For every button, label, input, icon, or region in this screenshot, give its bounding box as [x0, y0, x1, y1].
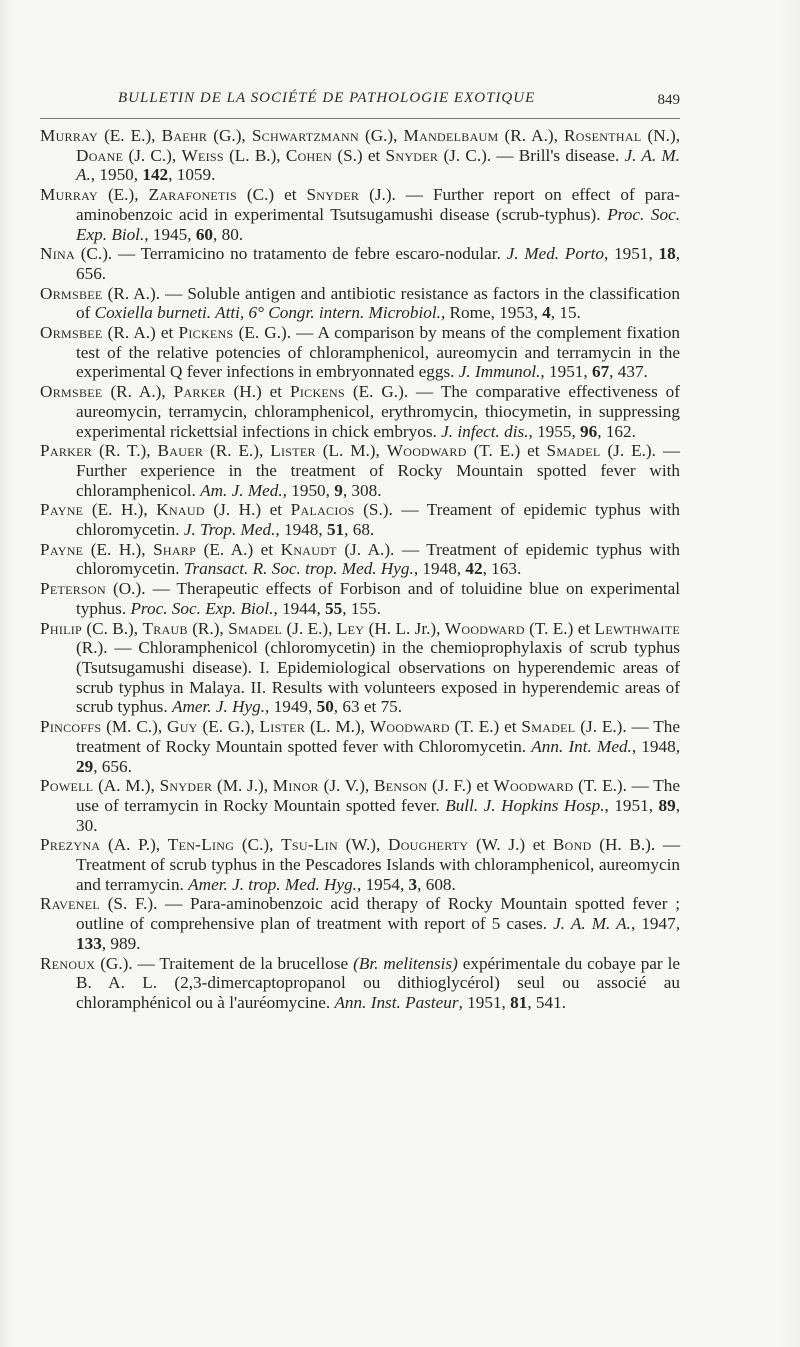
reference-text: , 1951,: [604, 795, 659, 815]
volume-number: 50: [316, 697, 334, 717]
author-name: Powell: [40, 776, 94, 796]
journal-title: J. infect. dis.: [441, 421, 529, 441]
author-name: Ravenel: [40, 894, 101, 914]
reference-text: (J. C.),: [123, 145, 182, 165]
reference-text: , 1950,: [282, 480, 335, 500]
reference-text: (S.) et: [332, 145, 386, 165]
journal-title: Proc. Soc. Exp. Biol.: [130, 598, 274, 618]
volume-number: 96: [580, 421, 598, 441]
author-name: Pincoffs: [40, 717, 102, 737]
author-name: Ley: [336, 618, 365, 638]
reference-text: , 1951,: [540, 362, 592, 382]
reference-entry: [40, 244, 680, 283]
reference-text: (R. A.),: [102, 382, 174, 402]
reference-entry: [40, 126, 680, 185]
volume-number: 67: [591, 362, 610, 382]
journal-title: Amer. J. trop. Med. Hyg.: [188, 874, 357, 894]
volume-number: 142: [142, 165, 169, 185]
reference-text: (W. J.) et: [468, 835, 553, 855]
author-name: Smadel: [228, 618, 283, 638]
author-name: Woodward: [444, 618, 525, 638]
reference-text: (G.),: [207, 126, 252, 145]
reference-entry: [40, 954, 680, 1013]
reference-text: (N.),: [641, 126, 680, 145]
author-name: Smadel: [521, 717, 576, 737]
reference-text: (T. E.) et: [466, 441, 547, 461]
reference-text: , 1951,: [458, 992, 511, 1012]
reference-text: , 163.: [482, 559, 522, 579]
author-name: Nina: [40, 244, 75, 264]
journal-title: Am. J. Med.: [200, 480, 283, 500]
reference-text: (W.),: [337, 835, 388, 855]
author-name: Ormsbee: [40, 382, 103, 402]
reference-text: (L. M.),: [315, 441, 387, 461]
reference-text: (E. H.),: [83, 539, 154, 559]
reference-text: (M. J.),: [212, 776, 273, 796]
journal-title: Proc. Soc. Exp. Biol.: [76, 204, 680, 244]
journal-title: Ann. Int. Med.: [531, 736, 632, 756]
reference-text: (R.),: [187, 618, 229, 638]
author-name: Parker: [40, 441, 93, 461]
reference-entry: [40, 835, 680, 894]
reference-text: (O.). — Therapeutic effects of Forbison and of toluidine blue on experimental typhus.: [76, 579, 680, 618]
reference-text: (C.) et: [236, 185, 307, 205]
page-number: 849: [657, 92, 680, 108]
author-name: Lister: [259, 717, 306, 737]
reference-text: , 1948,: [631, 736, 681, 756]
reference-text: , 1944,: [273, 598, 326, 618]
reference-text: , 15.: [550, 303, 581, 323]
reference-text: (E. E.),: [98, 126, 162, 145]
reference-text: (J. F.) et: [427, 776, 494, 796]
reference-text: , 1948,: [275, 520, 327, 540]
reference-text: (E. G.). — A comparison by means of the complement fixation test of the relative potencies of chloramphenicol, aureomycin and terramycin in the experimental Q fever infections in embryonnated eggs.: [76, 323, 681, 382]
reference-text: (E. G.). — The comparative effectiveness of aureomycin, terramycin, chloramphenicol, erythromycin, thiocymetin, in suppressing experimental rickettsial infections in chick embryos.: [76, 382, 681, 441]
reference-text: (J. E.),: [282, 618, 337, 638]
volume-number: 133: [76, 933, 102, 953]
reference-text: , 1059.: [168, 165, 216, 185]
volume-number: 9: [334, 480, 343, 500]
author-name: Pickens: [289, 382, 345, 402]
reference-text: (E. A.) et: [196, 539, 281, 559]
reference-text: (R.). — Chloramphenicol (chloromycetin) in the chemioprophylaxis of scrub typhus (Tsutsugamushi disease). I. Epidemiological observations on hyperendemic areas of scrub typhus in Malaya. II. Results with volunteers exposed in hyperendemic areas of scrub typhus.: [76, 638, 680, 717]
author-name: Woodward: [369, 717, 450, 737]
reference-text: (J. H.) et: [204, 500, 291, 520]
author-name: Benson: [373, 776, 428, 796]
reference-entry: [40, 382, 680, 441]
author-name: Lister: [270, 441, 316, 461]
author-name: Woodward: [493, 776, 574, 796]
author-name: Baehr: [161, 126, 208, 145]
volume-number: 55: [325, 598, 343, 618]
journal-title: J. Med. Porto: [506, 244, 605, 264]
reference-text: (R. T.),: [92, 441, 158, 461]
author-name: Philip: [40, 618, 83, 638]
reference-entry: [40, 894, 680, 953]
reference-entry: [40, 500, 680, 539]
reference-text: (C.). — Terramicino no tratamento de febre escaro-nodular.: [74, 244, 507, 264]
author-name: Knaud: [156, 500, 205, 520]
reference-text: (R. A.) et: [102, 323, 179, 343]
reference-text: (T. E.) et: [449, 717, 522, 737]
journal-title: Bull. J. Hopkins Hosp.: [445, 795, 605, 815]
reference-text: (S. F.). — Para-aminobenzoic acid therapy of Rocky Mountain spotted fever ; outline of comprehensive plan of treatment with report of 5 cases.: [76, 894, 680, 934]
reference-text: , 541.: [527, 992, 566, 1012]
reference-text: , 68.: [344, 520, 375, 540]
journal-title: Coxiella burneti. Atti, 6° Congr. intern. Microbiol.: [94, 303, 441, 323]
author-name: Snyder: [159, 776, 213, 796]
reference-text: (E.),: [98, 185, 149, 205]
author-name: Payne: [40, 539, 84, 559]
author-name: Knaudt: [280, 539, 337, 559]
reference-entry: [40, 323, 680, 382]
reference-text: , 30.: [76, 795, 680, 835]
author-name: Ten-Ling: [167, 835, 235, 855]
journal-title: J. Trop. Med.: [183, 520, 276, 540]
author-name: Renoux: [40, 953, 96, 973]
author-name: Sharp: [153, 539, 197, 559]
reference-entry: [40, 579, 680, 618]
reference-text: , 1951,: [604, 244, 659, 264]
reference-text: , Rome, 1953,: [440, 303, 543, 323]
reference-text: (J. E.). — Further experience in the treatment of Rocky Mountain spotted fever with chloramphenicol.: [76, 441, 681, 500]
author-name: Ormsbee: [40, 323, 103, 343]
page-header: [40, 90, 680, 114]
reference-text: (J. C.). — Brill's disease.: [438, 145, 625, 165]
reference-text: (A. P.),: [100, 835, 168, 855]
volume-number: 81: [510, 992, 528, 1012]
reference-text: , 1955,: [528, 421, 581, 441]
volume-number: 29: [76, 756, 94, 776]
reference-text: (A. M.),: [93, 776, 160, 796]
reference-text: (J.). — Further report on effect of para-aminobenzoic acid in experimental Tsutsugamushi disease (scrub-typhus).: [76, 185, 680, 224]
reference-text: (S.). — Treament of epidemic typhus with chloromycetin.: [76, 500, 680, 540]
author-name: Lewthwaite: [594, 618, 680, 638]
journal-title: J. A. M. A.: [76, 145, 680, 185]
author-name: Weiss: [181, 145, 224, 165]
reference-text: (G.). — Traitement de la brucellose: [95, 953, 354, 973]
reference-text: (C. B.),: [82, 618, 143, 638]
reference-entry: [40, 185, 680, 244]
reference-text: (E. G.),: [197, 717, 260, 737]
reference-text: (J. A.). — Treatment of epidemic typhus with chloromycetin.: [76, 539, 680, 579]
author-name: Guy: [166, 717, 198, 737]
reference-text: , 1950,: [90, 165, 143, 185]
reference-text: , 80.: [213, 224, 244, 244]
journal-title: J. Immunol.: [458, 362, 541, 382]
author-name: Ormsbee: [40, 283, 103, 303]
reference-entry: [40, 619, 680, 718]
journal-title: Ann. Inst. Pasteur: [334, 992, 459, 1012]
volume-number: 3: [408, 874, 418, 894]
reference-text: (H. L. Jr.),: [364, 618, 445, 638]
reference-text: , 1948,: [413, 559, 466, 579]
reference-text: , 608.: [417, 874, 456, 894]
reference-text: , 1949,: [265, 697, 317, 717]
volume-number: 51: [326, 520, 345, 540]
author-name: Tsu-Lin: [281, 835, 338, 855]
author-name: Minor: [272, 776, 319, 796]
reference-entry: [40, 441, 680, 500]
reference-text: (R. E.),: [203, 441, 271, 461]
reference-text: (G.),: [358, 126, 404, 145]
author-name: Bond: [552, 835, 592, 855]
author-name: Palacios: [290, 500, 355, 520]
author-name: Smadel: [546, 441, 601, 461]
author-name: Parker: [173, 382, 226, 402]
reference-text: (H.) et: [225, 382, 290, 402]
author-name: Pickens: [178, 323, 234, 343]
reference-text: (L. M.),: [305, 717, 370, 737]
journal-title: (Br. melitensis): [353, 953, 458, 973]
volume-number: 4: [542, 303, 551, 323]
author-name: Payne: [40, 500, 84, 520]
author-name: Cohen: [285, 145, 333, 165]
reference-text: , 308.: [342, 480, 382, 500]
reference-entry: [40, 776, 680, 835]
volume-number: 42: [465, 559, 483, 579]
reference-list: [40, 126, 680, 1013]
author-name: Peterson: [40, 579, 106, 599]
reference-text: (E. H.),: [83, 500, 157, 520]
reference-text: (T. E.) et: [524, 618, 595, 638]
header-rule: [40, 118, 680, 119]
author-name: Murray: [40, 126, 98, 145]
reference-text: , 656.: [76, 244, 680, 283]
reference-text: , 989.: [101, 933, 141, 953]
reference-text: (H. B.). — Treatment of scrub typhus in the Pescadores Islands with chloramphenicol, aureomycin and terramycin.: [76, 835, 681, 894]
author-name: Zarafonetis: [148, 185, 237, 205]
reference-text: (R. A.). — Soluble antigen and antibiotic resistance as factors in the classification of: [76, 283, 680, 323]
author-name: Mandelbaum: [403, 126, 499, 145]
reference-text: (T. E.). — The use of terramycin in Rocky Mountain spotted fever.: [76, 776, 680, 815]
reference-text: , 162.: [597, 421, 636, 441]
reference-text: expérimentale du cobaye par le B. A. L. (2,3-dimercaptopropanol ou dithioglycérol) seul ou associé au chloramphénicol ou à l'auréomycine.: [76, 953, 680, 1012]
reference-text: (L. B.),: [223, 145, 286, 165]
author-name: Snyder: [385, 145, 439, 165]
running-title: BULLETIN DE LA SOCIÉTÉ DE PATHOLOGIE EXOTIQUE: [118, 90, 536, 106]
journal-title: J. A. M. A.: [553, 914, 631, 934]
volume-number: 60: [195, 224, 214, 244]
reference-entry: [40, 540, 680, 579]
author-name: Bauer: [157, 441, 204, 461]
author-name: Doane: [76, 145, 124, 165]
journal-title: Amer. J. Hyg.: [171, 697, 266, 717]
reference-text: (J. E.). — The treatment of Rocky Mountain spotted fever with Chloromycetin.: [76, 717, 681, 756]
reference-text: , 63 et 75.: [333, 697, 403, 717]
author-name: Rosenthal: [563, 126, 642, 145]
author-name: Woodward: [386, 441, 467, 461]
reference-text: , 1947,: [630, 914, 681, 934]
author-name: Schwartzmann: [251, 126, 359, 145]
reference-text: , 1945,: [144, 224, 196, 244]
reference-text: , 437.: [609, 362, 648, 382]
author-name: Snyder: [306, 185, 360, 205]
author-name: Murray: [40, 185, 98, 205]
reference-text: , 1954,: [356, 874, 409, 894]
reference-text: , 656.: [93, 756, 132, 776]
reference-entry: [40, 284, 680, 323]
volume-number: 89: [658, 795, 676, 815]
reference-text: (C.),: [234, 835, 282, 855]
reference-text: (M. C.),: [101, 717, 167, 737]
author-name: Dougherty: [387, 835, 469, 855]
volume-number: 18: [658, 244, 676, 264]
reference-text: , 155.: [342, 598, 381, 618]
author-name: Traub: [142, 618, 188, 638]
reference-entry: [40, 717, 680, 776]
reference-text: (J. V.),: [318, 776, 374, 796]
journal-title: Transact. R. Soc. trop. Med. Hyg.: [183, 559, 414, 579]
author-name: Prezyna: [40, 835, 101, 855]
reference-text: (R. A.),: [498, 126, 564, 145]
